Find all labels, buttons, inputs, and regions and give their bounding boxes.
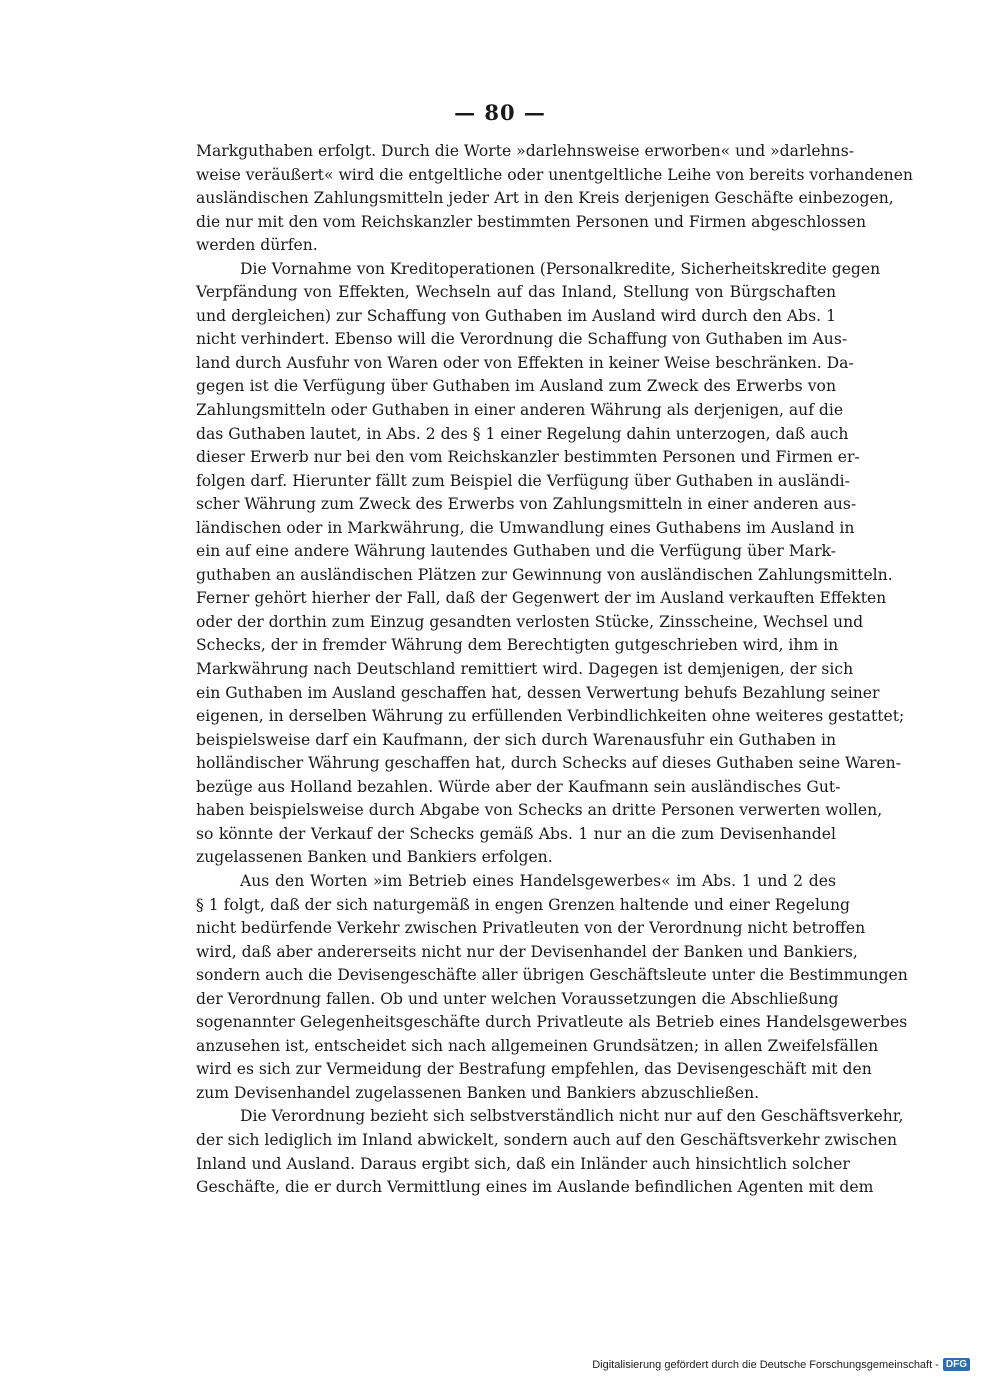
paragraph [196, 140, 913, 258]
text-line: wird es sich zur Vermeidung der Bestrafung empfehlen, das Devisengeschäft mit den [196, 1060, 872, 1079]
text-line: beispielsweise darf ein Kaufmann, der sich durch Warenausfuhr ein Guthaben in [196, 730, 836, 749]
text-line: ausländischen Zahlungsmitteln jeder Art in den Kreis derjenigen Geschäfte einbezogen, [196, 189, 894, 208]
text-line: das Guthaben lautet, in Abs. 2 des § 1 einer Regelung dahin unterzogen, daß auch [196, 424, 849, 443]
text-line: Markguthaben erfolgt. Durch die Worte »darlehnsweise erworben« und »darlehns- [196, 142, 854, 160]
text-line: zugelassenen Banken und Bankiers erfolgen. [196, 848, 553, 867]
text-line: haben beispielsweise durch Abgabe von Schecks an dritte Personen verwerten wollen, [196, 801, 883, 820]
text-line: dieser Erwerb nur bei den vom Reichskanzler bestimmten Personen und Firmen er- [196, 448, 860, 467]
text-line: sogenannter Gelegenheitsgeschäfte durch Privatleute als Betrieb eines Handelsgewerbes [196, 1013, 908, 1032]
text-line: Die Vornahme von Kreditoperationen (Personalkredite, Sicherheitskredite gegen [240, 259, 881, 278]
text-line: holländischer Währung geschaffen hat, durch Schecks auf dieses Guthaben seine Waren- [196, 754, 901, 773]
text-line: folgen darf. Hierunter fällt zum Beispiel die Verfügung über Guthaben in ausländi- [196, 471, 850, 490]
text-line: Verpfändung von Effekten, Wechseln auf das Inland, Stellung von Bürgschaften [196, 283, 836, 302]
footer-text: Digitalisierung gefördert durch die Deutsche Forschungsgemeinschaft - [592, 1358, 939, 1371]
text-line: werden dürfen. [196, 236, 318, 255]
text-line: der sich lediglich im Inland abwickelt, sondern auch auf den Geschäftsverkehr zwischen [196, 1130, 898, 1149]
text-line: die nur mit den vom Reichskanzler bestimmten Personen und Firmen abgeschlossen [196, 212, 867, 231]
text-line: scher Währung zum Zweck des Erwerbs von Zahlungsmitteln in einer anderen aus- [196, 495, 857, 514]
text-line: § 1 folgt, daß der sich naturgemäß in engen Grenzen haltende und einer Regelung [196, 895, 850, 914]
text-line: guthaben an ausländischen Plätzen zur Gewinnung von ausländischen Zahlungsmitteln. [196, 565, 893, 584]
digitization-footer [592, 1358, 970, 1371]
text-line: Markwährung nach Deutschland remittiert wird. Dagegen ist demjenigen, der sich [196, 660, 854, 679]
text-line: gegen ist die Verfügung über Guthaben im Ausland zum Zweck des Erwerbs von [196, 377, 836, 396]
text-line: anzusehen ist, entscheidet sich nach allgemeinen Grundsätzen; in allen Zweifelsfällen [196, 1036, 879, 1055]
text-line: nicht verhindert. Ebenso will die Verordnung die Schaffung von Guthaben im Aus- [196, 330, 848, 349]
dfg-logo-icon: DFG [943, 1358, 970, 1371]
text-line: Zahlungsmitteln oder Guthaben in einer anderen Währung als derjenigen, auf die [196, 401, 844, 420]
text-line: oder der dorthin zum Einzug gesandten verlosten Stücke, Zinsscheine, Wechsel und [196, 612, 864, 631]
text-line: Aus den Worten »im Betrieb eines Handelsgewerbes« im Abs. 1 und 2 des [240, 871, 836, 890]
text-line: Die Verordnung bezieht sich selbstverständlich nicht nur auf den Geschäftsverkehr, [240, 1107, 904, 1126]
text-line: ein auf eine andere Währung lautendes Guthaben und die Verfügung über Mark- [196, 542, 836, 561]
text-line: sondern auch die Devisengeschäfte aller übrigen Geschäftsleute unter die Bestimmungen [196, 966, 908, 985]
text-line: bezüge aus Holland bezahlen. Würde aber der Kaufmann sein ausländisches Gut- [196, 777, 841, 796]
paragraph [196, 258, 905, 870]
text-line: Geschäfte, die er durch Vermittlung eines im Auslande befindlichen Agenten mit dem [196, 1178, 874, 1197]
text-line: zum Devisenhandel zugelassenen Banken und Bankiers abzuschließen. [196, 1083, 760, 1102]
text-line: Inland und Ausland. Daraus ergibt sich, daß ein Inländer auch hinsichtlich solcher [196, 1154, 850, 1173]
paragraph [196, 870, 908, 1105]
paragraph [196, 1105, 904, 1199]
text-line: und dergleichen) zur Schaffung von Guthaben im Ausland wird durch den Abs. 1 [196, 306, 836, 325]
text-line: eigenen, in derselben Währung zu erfüllenden Verbindlichkeiten ohne weiteres gestattet; [196, 707, 905, 726]
text-line: ländischen oder in Markwährung, die Umwandlung eines Guthabens im Ausland in [196, 518, 855, 537]
text-line: so könnte der Verkauf der Schecks gemäß Abs. 1 nur an die zum Devisenhandel [196, 824, 836, 843]
text-line: der Verordnung fallen. Ob und unter welchen Voraussetzungen die Abschließung [196, 989, 839, 1008]
text-line: Schecks, der in fremder Währung dem Berechtigten gutgeschrieben wird, ihm in [196, 636, 839, 655]
text-line: wird, daß aber andererseits nicht nur der Devisenhandel der Banken und Bankiers, [196, 942, 858, 961]
text-line: weise veräußert« wird die entgeltliche oder unentgeltliche Leihe von bereits vorhandenen [196, 165, 913, 184]
page-number: — 80 — [454, 100, 546, 125]
text-line: land durch Ausfuhr von Waren oder von Effekten in keiner Weise beschränken. Da- [196, 353, 854, 372]
body-text [196, 140, 913, 1200]
text-line: ein Guthaben im Ausland geschaffen hat, dessen Verwertung behufs Bezahlung seiner [196, 683, 880, 702]
text-line: nicht bedürfende Verkehr zwischen Privatleuten von der Verordnung nicht betroffen [196, 919, 866, 938]
text-line: Ferner gehört hierher der Fall, daß der Gegenwert der im Ausland verkauften Effekten [196, 589, 887, 608]
